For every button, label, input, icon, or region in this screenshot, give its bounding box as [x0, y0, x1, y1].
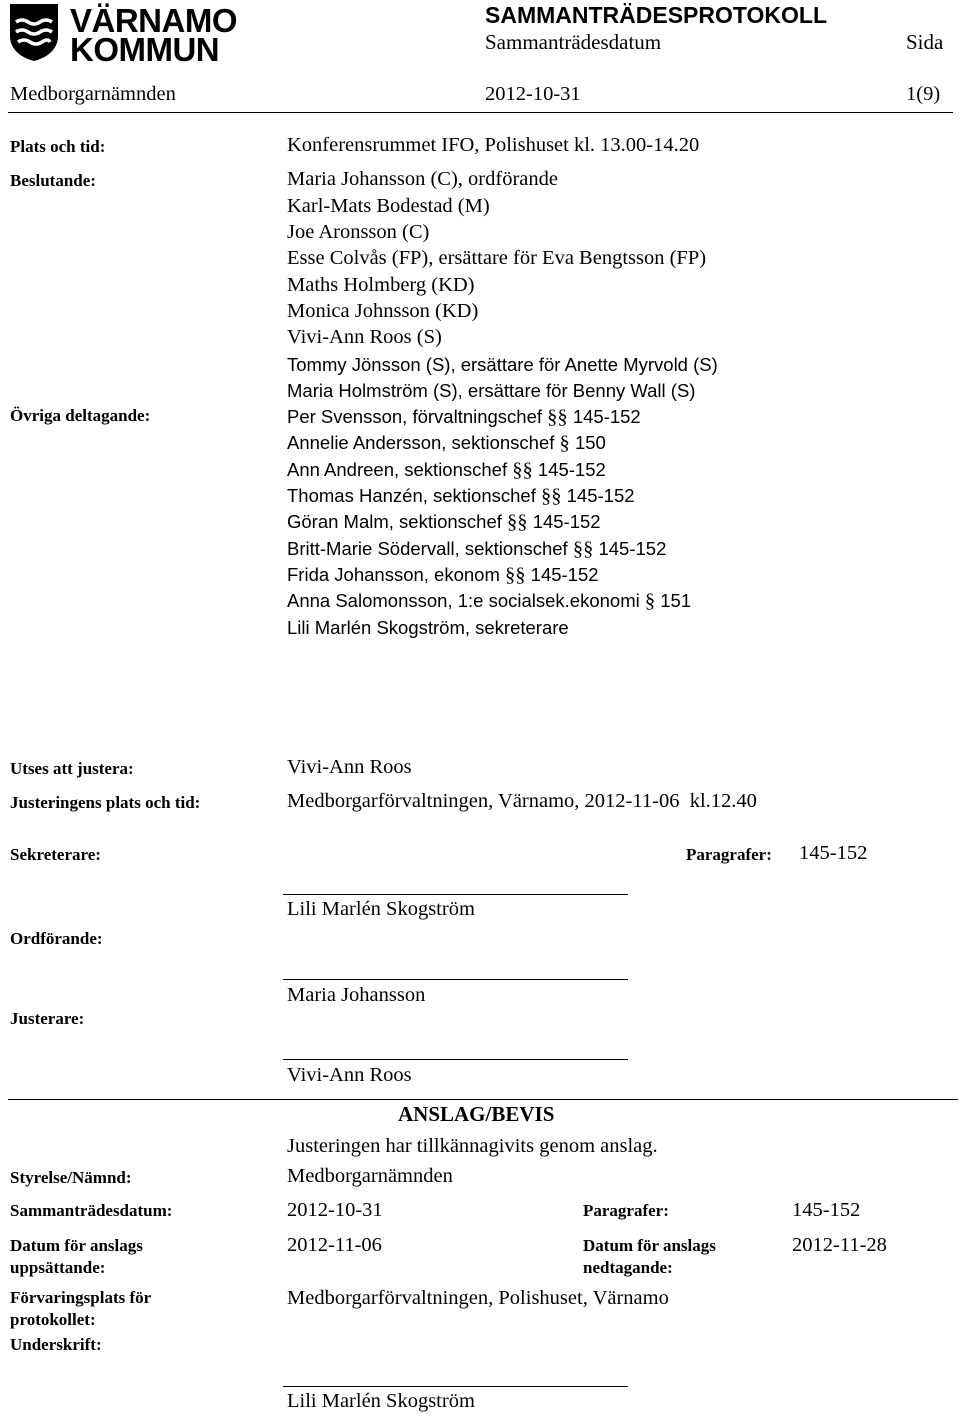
- participant-row: [287, 485, 635, 508]
- board-value: Medborgarnämnden: [287, 1165, 453, 1187]
- signature-label: Underskrift:: [10, 1335, 102, 1354]
- paragraph-sign: §§: [572, 538, 594, 560]
- page-label: Sida: [906, 30, 944, 54]
- header-body: Medborgarnämnden: [10, 83, 176, 105]
- posted-label-line-1: Datum för anslags: [10, 1236, 143, 1255]
- adjuster-name: Vivi-Ann Roos: [287, 1064, 412, 1086]
- secretary-label: Sekreterare:: [10, 845, 101, 864]
- document-type: SAMMANTRÄDESPROTOKOLL: [485, 2, 828, 28]
- secretary-name: Lili Marlén Skogström: [287, 898, 475, 920]
- paragraph-sign: §§: [505, 564, 526, 586]
- participant-name: Ann Andreen, sektionschef: [287, 459, 508, 480]
- place-time-label: Justeringens plats och tid:: [10, 793, 201, 812]
- participant-row: [287, 406, 641, 429]
- participant-row: [287, 432, 606, 455]
- chair-name: Maria Johansson: [287, 984, 426, 1006]
- decision-maker: Esse Colvås (FP), ersättare för Eva Bengtsson (FP): [287, 247, 707, 269]
- paragraph-range: 145-152: [537, 459, 606, 480]
- posted-label: [10, 1235, 143, 1279]
- decision-maker: Vivi-Ann Roos (S): [287, 326, 442, 348]
- removed-label: [583, 1235, 716, 1279]
- paragraph-range: 150: [574, 432, 606, 453]
- decision-maker: Maths Holmberg (KD): [287, 274, 475, 296]
- decision-maker: Maria Johansson (C), ordförande: [287, 168, 558, 190]
- date-label: Sammanträdesdatum: [485, 30, 662, 54]
- removed-label-line-1: Datum för anslags: [583, 1236, 716, 1255]
- paragraph-range: 145-152: [530, 564, 599, 585]
- place-value: Konferensrummet IFO, Polishuset kl. 13.00-14.20: [287, 134, 700, 156]
- chair-label: Ordförande:: [10, 929, 103, 948]
- decision-maker: Tommy Jönsson (S), ersättare för Anette Myrvold (S): [287, 354, 718, 375]
- meeting-date-value: 2012-10-31: [287, 1199, 383, 1221]
- logo-emblem-icon: [8, 2, 60, 62]
- storage-label-line-1: Förvaringsplats för: [10, 1288, 152, 1307]
- logo-line-2: KOMMUN: [70, 31, 220, 68]
- signature-line-notice: [283, 1386, 628, 1387]
- decision-maker: Monica Johnsson (KD): [287, 300, 479, 322]
- participant-name: Thomas Hanzén, sektionschef: [287, 485, 536, 506]
- place-time-value: Medborgarförvaltningen, Värnamo, 2012-11-06 kl.12.40: [287, 790, 757, 812]
- paragraph-range: 145-152: [572, 406, 641, 427]
- decision-label: Beslutande:: [10, 171, 96, 190]
- adjuster-label: Utses att justera:: [10, 759, 134, 778]
- signature-line-secretary: [283, 894, 628, 895]
- signature-line-chair: [283, 979, 628, 980]
- paragraphs-label: Paragrafer:: [686, 845, 772, 864]
- header-divider: [8, 112, 953, 113]
- decision-maker: Maria Holmström (S), ersättare för Benny Wall (S): [287, 380, 696, 401]
- paragraph-range: 151: [660, 590, 692, 611]
- notice-paragraphs-value: 145-152: [792, 1199, 861, 1221]
- storage-value: Medborgarförvaltningen, Polishuset, Värnamo: [287, 1287, 669, 1309]
- paragraph-range: 145-152: [598, 538, 667, 559]
- participant-row: [287, 459, 606, 482]
- participant-name: Britt-Marie Södervall, sektionschef: [287, 538, 568, 559]
- paragraph-range: 145-152: [566, 485, 635, 506]
- adjuster-signature-label: Justerare:: [10, 1009, 85, 1028]
- paragraph-sign: §: [644, 590, 656, 612]
- participant-row: [287, 564, 599, 587]
- participant-name: Anna Salomonsson, 1:e socialsek.ekonomi: [287, 590, 640, 611]
- notice-signature-name: Lili Marlén Skogström: [287, 1390, 475, 1412]
- participant-row: [287, 590, 691, 613]
- paragraph-sign: §§: [541, 485, 562, 507]
- participant-row: [287, 538, 666, 561]
- paragraph-sign: §§: [547, 406, 568, 428]
- others-label: Övriga deltagande:: [10, 406, 151, 425]
- notice-title: ANSLAG/BEVIS: [398, 1102, 555, 1126]
- removed-date: 2012-11-28: [792, 1234, 887, 1256]
- paragraph-sign: §: [559, 432, 570, 454]
- notice-statement: Justeringen har tillkännagivits genom anslag.: [287, 1135, 658, 1157]
- posted-date: 2012-11-06: [287, 1234, 382, 1256]
- removed-label-line-2: nedtagande:: [583, 1258, 673, 1277]
- secretary-line: Lili Marlén Skogström, sekreterare: [287, 617, 569, 638]
- signature-line-adjuster: [283, 1059, 628, 1060]
- participant-name: Göran Malm, sektionschef: [287, 511, 502, 532]
- posted-label-line-2: uppsättande:: [10, 1258, 106, 1277]
- adjuster-value: Vivi-Ann Roos: [287, 756, 412, 778]
- board-label: Styrelse/Nämnd:: [10, 1168, 132, 1187]
- decision-maker: Karl-Mats Bodestad (M): [287, 195, 490, 217]
- header-page: 1(9): [906, 83, 941, 105]
- paragraph-sign: §§: [507, 511, 528, 533]
- participant-name: Per Svensson, förvaltningschef: [287, 406, 543, 427]
- meeting-date-label: Sammanträdesdatum:: [10, 1201, 173, 1220]
- municipality-logo: [8, 2, 248, 68]
- paragraph-sign: §§: [512, 459, 533, 481]
- participant-name: Annelie Andersson, sektionschef: [287, 432, 555, 453]
- participant-row: [287, 511, 601, 534]
- header-date: 2012-10-31: [485, 83, 581, 105]
- notice-paragraphs-label: Paragrafer:: [583, 1201, 669, 1220]
- place-label: Plats och tid:: [10, 137, 106, 156]
- paragraphs-value: 145-152: [799, 842, 868, 864]
- notice-divider: [8, 1099, 958, 1100]
- storage-label: [10, 1287, 151, 1331]
- paragraph-range: 145-152: [532, 511, 601, 532]
- decision-maker: Joe Aronsson (C): [287, 221, 430, 243]
- storage-label-line-2: protokollet:: [10, 1310, 96, 1329]
- logo-line-1: VÄRNAMO: [70, 2, 237, 39]
- participant-name: Frida Johansson, ekonom: [287, 564, 500, 585]
